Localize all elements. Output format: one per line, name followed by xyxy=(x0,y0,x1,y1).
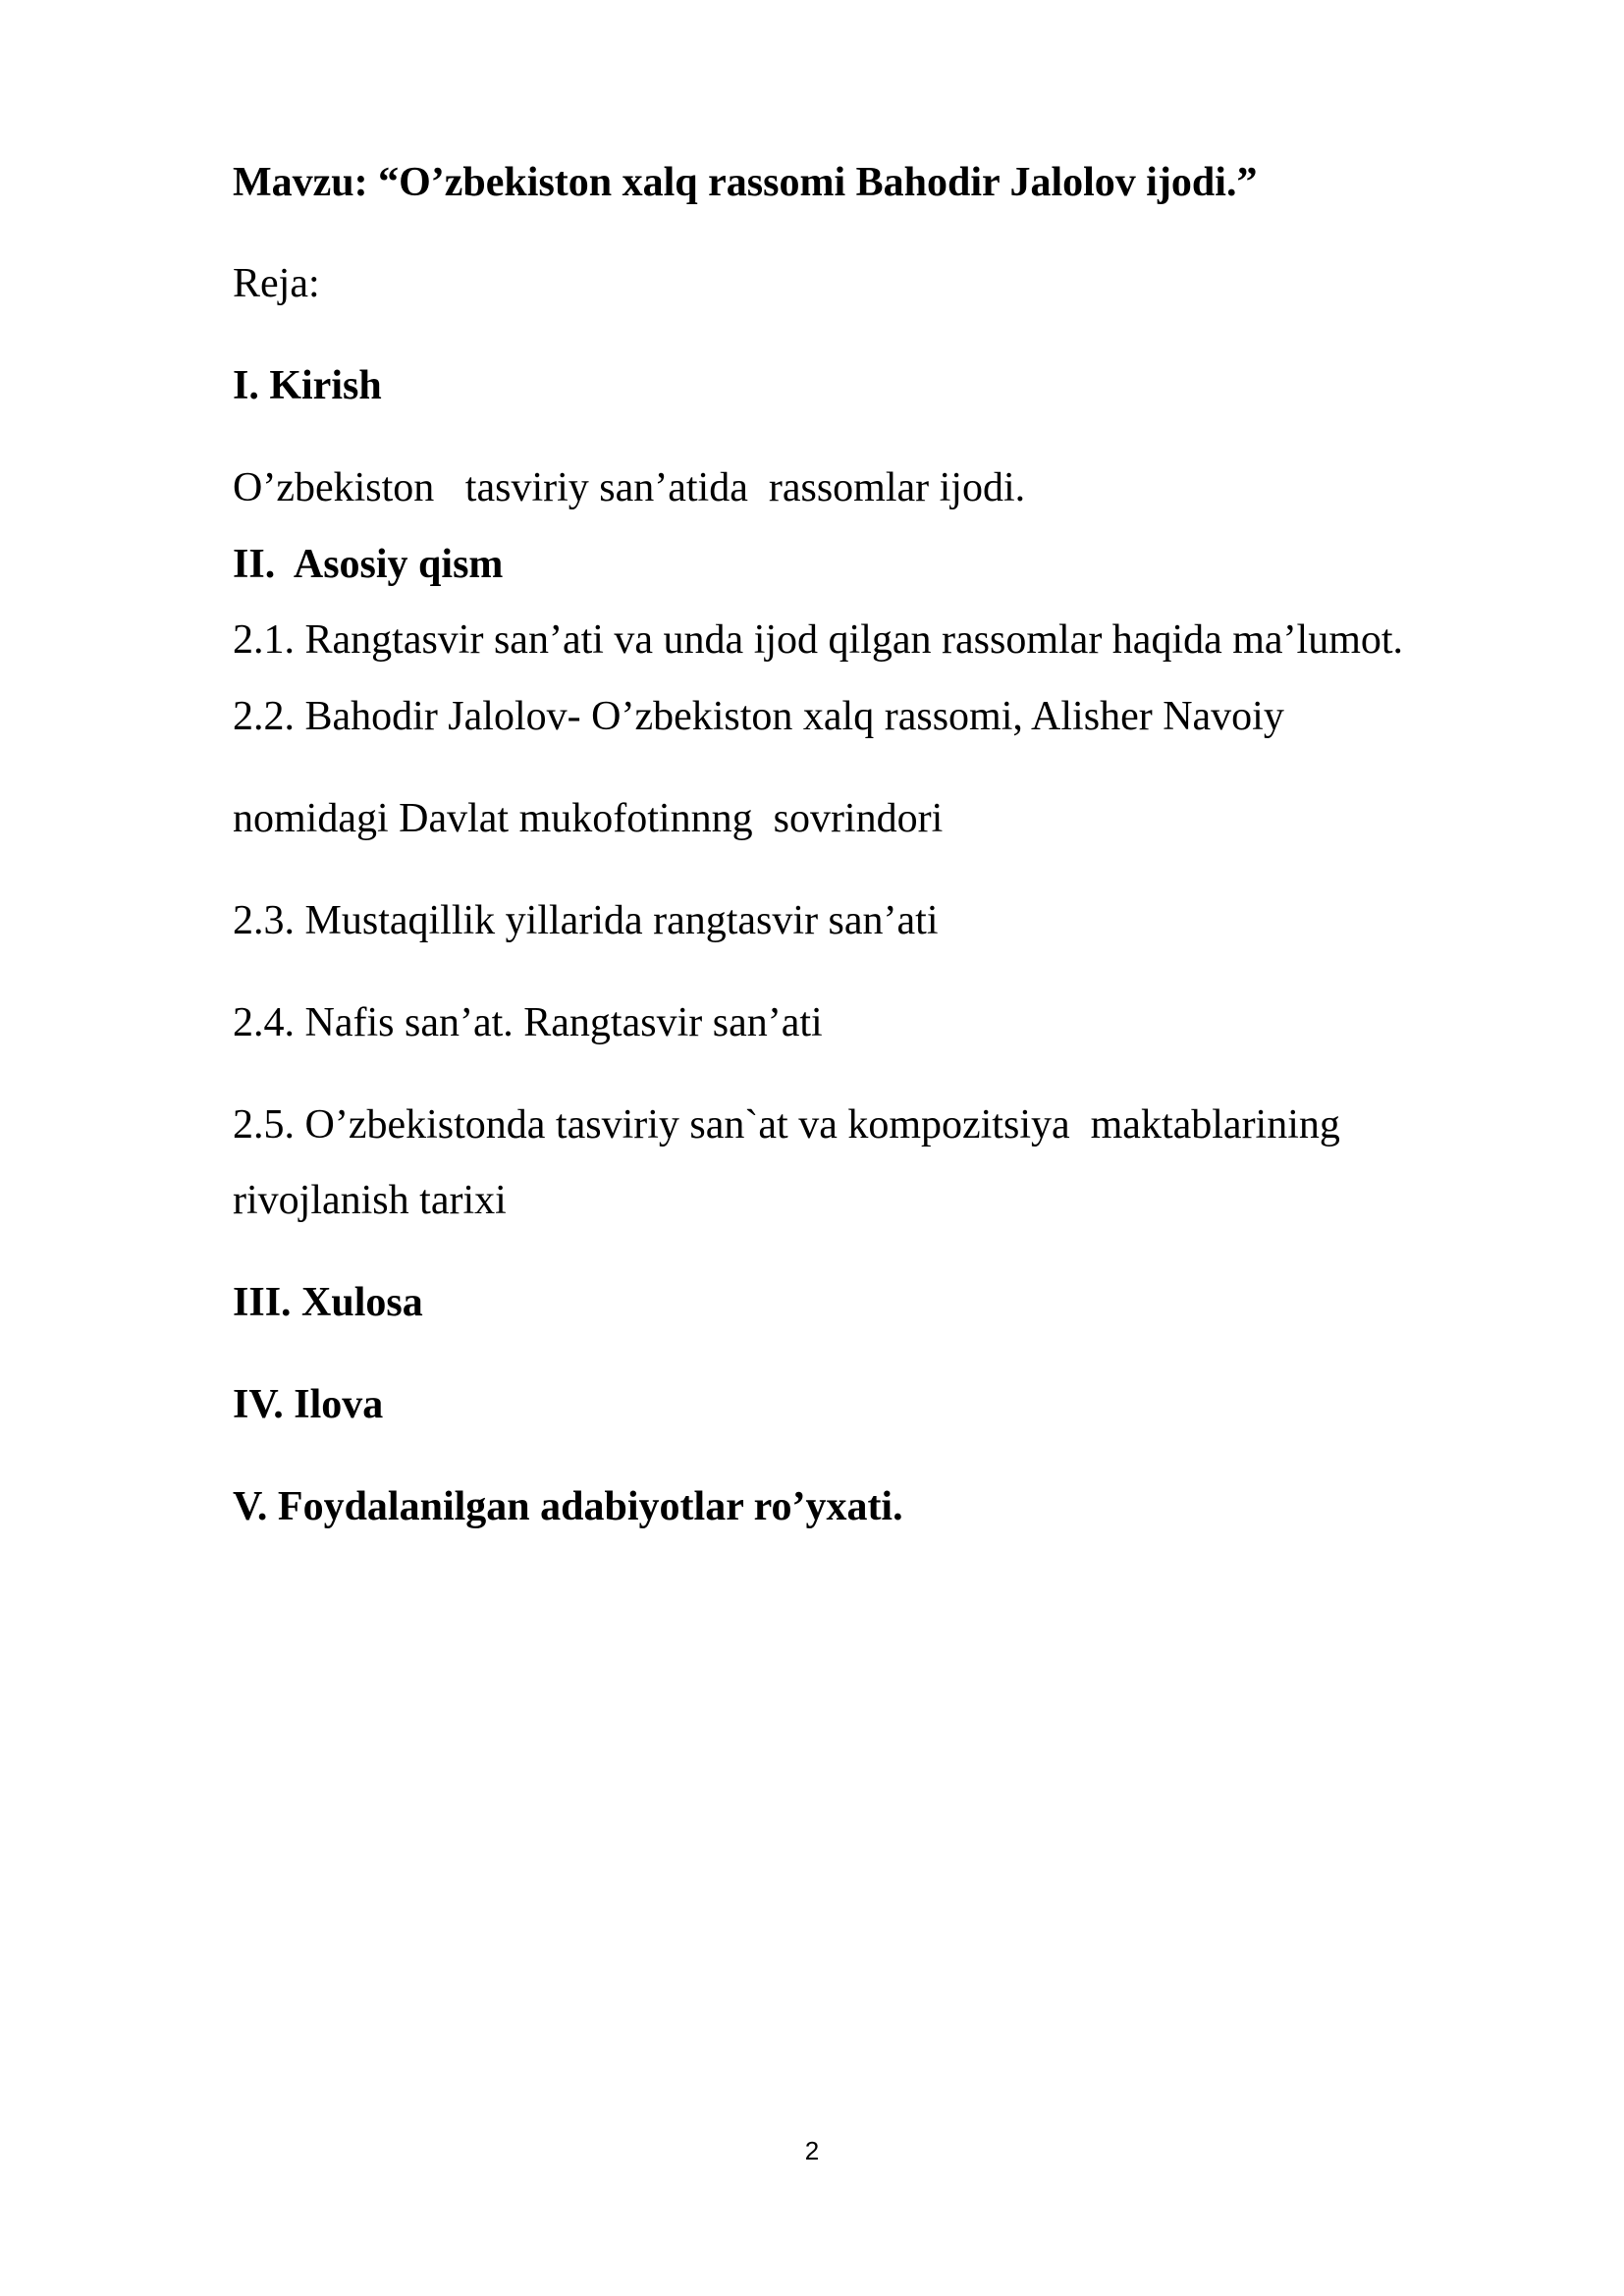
intro-text: O’zbekiston tasviriy san’atida rassomlar ijodi. xyxy=(233,465,1026,510)
conclusion-heading: III. Xulosa xyxy=(233,1280,423,1325)
list-item: rivojlanish tarixi xyxy=(233,1178,507,1223)
list-item: 2.1. Rangtasvir san’ati va unda ijod qilgan rassomlar haqida ma’lumot. xyxy=(233,617,1404,663)
list-item: 2.5. O’zbekistonda tasviriy san`at va kompozitsiya maktablarining xyxy=(233,1102,1340,1148)
list-item: 2.3. Mustaqillik yillarida rangtasvir san’ati xyxy=(233,898,939,943)
list-item: 2.2. Bahodir Jalolov- O’zbekiston xalq rassomi, Alisher Navoiy xyxy=(233,694,1284,739)
references-heading: V. Foydalanilgan adabiyotlar ro’yxati. xyxy=(233,1484,903,1529)
main-heading: II. Asosiy qism xyxy=(233,542,504,587)
intro-heading: I. Kirish xyxy=(233,363,382,408)
document-title: Mavzu: “O’zbekiston xalq rassomi Bahodir Jalolov ijodi.” xyxy=(233,160,1258,205)
list-item: 2.4. Nafis san’at. Rangtasvir san’ati xyxy=(233,1000,823,1045)
plan-label: Reja: xyxy=(233,261,320,306)
appendix-heading: IV. Ilova xyxy=(233,1382,384,1427)
page-number: 2 xyxy=(804,2136,820,2165)
list-item: nomidagi Davlat mukofotinnng sovrindori xyxy=(233,796,944,841)
